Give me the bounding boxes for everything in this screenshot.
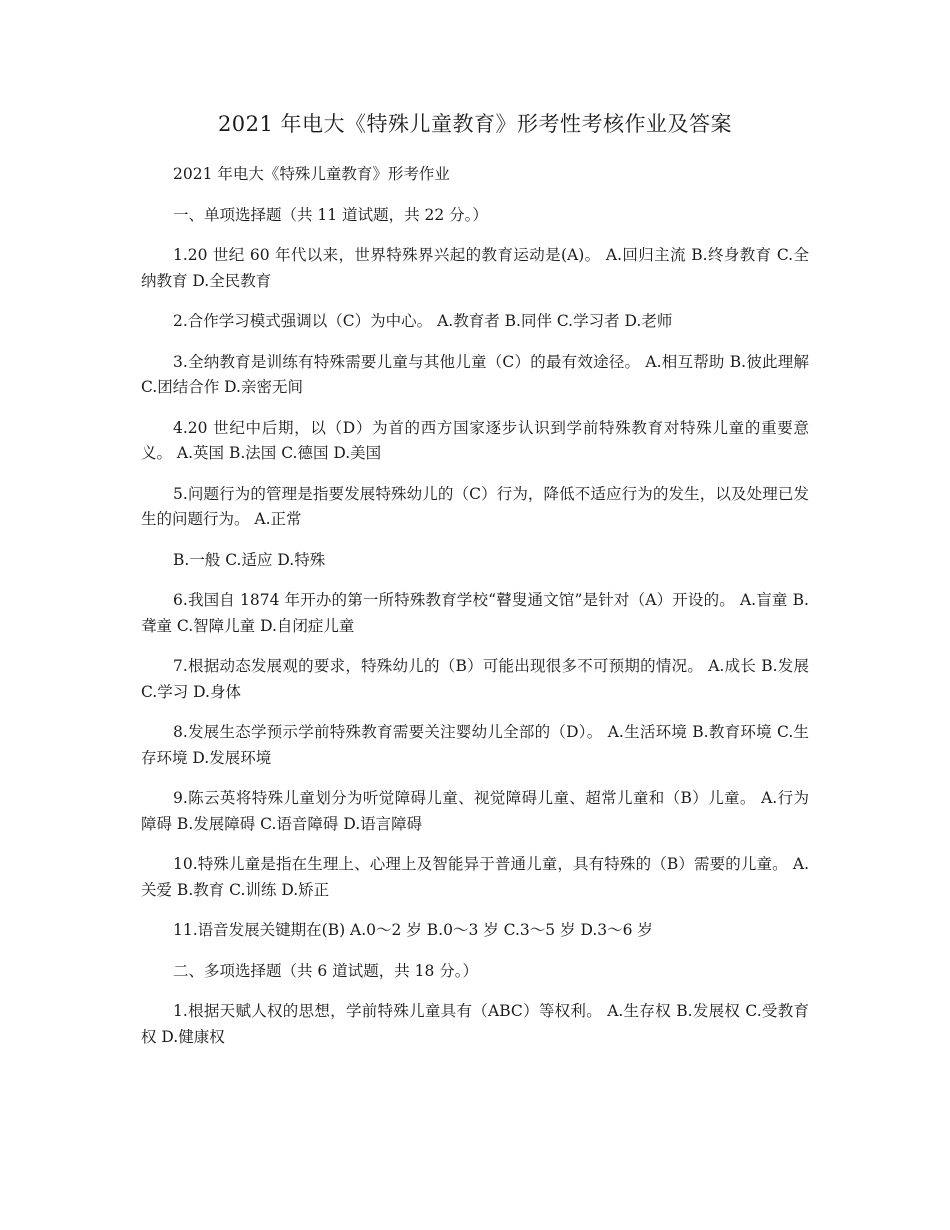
question-paragraph: 7.根据动态发展观的要求，特殊幼儿的（B）可能出现很多不可预期的情况。 A.成长 B.发展 C.学习 D.身体 bbox=[141, 657, 809, 701]
question-paragraph: 1.20 世纪 60 年代以来，世界特殊界兴起的教育运动是(A)。 A.回归主流 B.终身教育 C.全纳教育 D.全民教育 bbox=[141, 246, 809, 290]
question-paragraph: 11.语音发展关键期在(B) A.0～2 岁 B.0～3 岁 C.3～5 岁 D.3～6 岁 bbox=[173, 921, 653, 939]
question-continuation: B.一般 C.适应 D.特殊 bbox=[173, 550, 326, 569]
question-paragraph: 5.问题行为的管理是指要发展特殊幼儿的（C）行为，降低不适应行为的发生，以及处理已发生的问题行为。 A.正常 bbox=[141, 484, 809, 528]
section-heading-single-choice: 一、单项选择题（共 11 道试题，共 22 分。） bbox=[173, 205, 488, 224]
document-title: 2021 年电大《特殊儿童教育》形考性考核作业及答案 bbox=[217, 112, 733, 136]
question-paragraph: 10.特殊儿童是指在生理上、心理上及智能异于普通儿童，具有特殊的（B）需要的儿童。 A.关爱 B.教育 C.训练 D.矫正 bbox=[141, 855, 809, 899]
section-heading-multiple-choice: 二、多项选择题（共 6 道试题，共 18 分。） bbox=[173, 961, 479, 980]
question-paragraph: 8.发展生态学预示学前特殊教育需要关注婴幼儿全部的（D）。 A.生活环境 B.教育环境 C.生存环境 D.发展环境 bbox=[141, 723, 809, 767]
question-paragraph: 1.根据天赋人权的思想，学前特殊儿童具有（ABC）等权利。 A.生存权 B.发展权 C.受教育权 D.健康权 bbox=[141, 1002, 809, 1046]
question-paragraph: 9.陈云英将特殊儿童划分为听觉障碍儿童、视觉障碍儿童、超常儿童和（B）儿童。 A.行为障碍 B.发展障碍 C.语音障碍 D.语言障碍 bbox=[141, 789, 809, 833]
question-paragraph: 2.合作学习模式强调以（C）为中心。 A.教育者 B.同伴 C.学习者 D.老师 bbox=[173, 312, 673, 330]
question-paragraph: 4.20 世纪中后期，以（D）为首的西方国家逐步认识到学前特殊教育对特殊儿童的重要意义。 A.英国 B.法国 C.德国 D.美国 bbox=[141, 418, 809, 462]
question-paragraph: 3.全纳教育是训练有特殊需要儿童与其他儿童（C）的最有效途径。 A.相互帮助 B.彼此理解 C.团结合作 D.亲密无间 bbox=[141, 352, 809, 396]
document-body bbox=[141, 162, 809, 1065]
question-paragraph: 6.我国自 1874 年开办的第一所特殊教育学校“瞽叟通文馆”是针对（A）开设的。 A.盲童 B.聋童 C.智障儿童 D.自闭症儿童 bbox=[141, 591, 809, 635]
paragraph-subtitle: 2021 年电大《特殊儿童教育》形考作业 bbox=[173, 165, 450, 183]
